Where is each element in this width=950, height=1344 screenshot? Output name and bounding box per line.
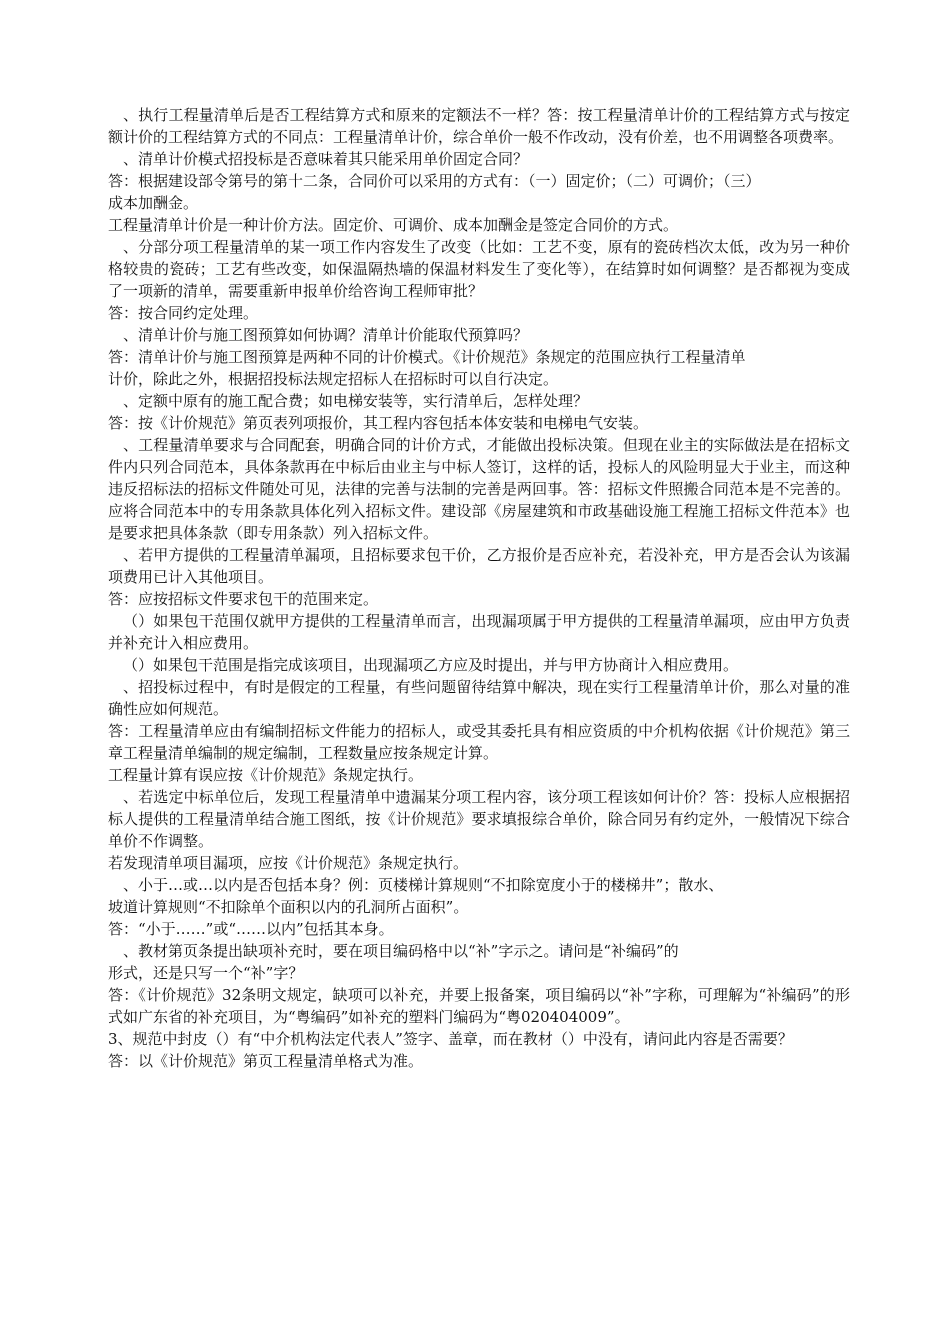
paragraph-a-cover-signature: 答：以《计价规范》第页工程量清单格式为准。 — [108, 1052, 424, 1070]
paragraph-a-contract-types: 答：根据建设部令第号的第十二条，合同价可以采用的方式有：（一）固定价；（二）可调价；（三） — [108, 172, 761, 190]
paragraph-a-supplement-code: 答：《计价规范》32条明文规定，缺项可以补充，并要上报备案，项目编码以“补”字称，可理解为“补编码”的形式如广东省的补充项目，为“粤编码”如补充的塑料门编码为“粤020404009”。 — [108, 986, 850, 1026]
paragraph-a-contract-agreement: 答：按合同约定处理。 — [108, 304, 259, 322]
paragraph-q-contract-matching: 、工程量清单要求与合同配套，明确合同的计价方式，才能做出投标决策。但现在业主的实际做法是在招标文件内只列合同范本，具体条款再在中标后由业主与中标人签订，这样的话，投标人的风险明显大于业主，而这种违反招标法的招标文件随处可见，法律的完善与法制的完善是两回事。答：招标文件照搬合同范本是不完善的。应将合同范本中的专用条款具体化列入招标文件。建设部《房屋建筑和市政基础设施工程施工招标文件范本》也是要求把具体条款（即专用条款）列入招标文件。 — [108, 436, 850, 542]
paragraph-q-missing-items: 、若甲方提供的工程量清单漏项，且招标要求包干价，乙方报价是否应补充，若没补充，甲方是否会认为该漏项费用已计入其他项目。 — [108, 546, 850, 586]
paragraph-q-elevator-fee: 、定额中原有的施工配合费；如电梯安装等，实行清单后，怎样处理？ — [123, 392, 589, 410]
paragraph-q-less-than-within-cont: 坡道计算规则“不扣除单个面积以内的孔洞所占面积”。 — [108, 898, 469, 916]
paragraph-a-lump-sum-scope: 答：应按招标文件要求包干的范围来定。 — [108, 590, 379, 608]
paragraph-a-budget-coordination-cont: 计价，除此之外，根据招投标法规定招标人在招标时可以自行决定。 — [108, 370, 559, 388]
paragraph-quantity-error-note: 工程量计算有误应按《计价规范》条规定执行。 — [108, 766, 424, 784]
paragraph-q-supplement-code: 、教材第页条提出缺项补充时，要在项目编码格中以“补”字示之。请问是“补编码”的 — [123, 942, 679, 960]
paragraph-q-less-than-within: 、小于…或…以内是否包括本身？例：页楼梯计算规则“不扣除宽度小于的楼梯井”；散水、 — [123, 876, 724, 894]
paragraph-omission-rule: 若发现清单项目漏项，应按《计价规范》条规定执行。 — [108, 854, 469, 872]
document-page — [108, 104, 850, 1072]
paragraph-q-settlement-method: 、执行工程量清单后是否工程结算方式和原来的定额法不一样？答：按工程量清单计价的工程结算方式与按定额计价的工程结算方式的不同点：工程量清单计价，综合单价一般不作改动，没有价差，也不用调整各项费率。 — [108, 106, 850, 146]
paragraph-a-lump-sum-case-2: （）如果包干范围是指完成该项目，出现漏项乙方应及时提出，并与甲方协商计入相应费用。 — [123, 656, 739, 674]
paragraph-q-budget-coordination: 、清单计价与施工图预算如何协调？清单计价能取代预算吗？ — [123, 326, 529, 344]
paragraph-q-omitted-work: 、若选定中标单位后，发现工程量清单中遗漏某分项工程内容，该分项工程该如何计价？答：投标人应根据招标人提供的工程量清单结合施工图纸，按《计价规范》要求填报综合单价，除合同另有约定外，一般情况下综合单价不作调整。 — [108, 788, 850, 850]
paragraph-a-less-than-within: 答：“小于……”或“……以内”包括其本身。 — [108, 920, 394, 938]
paragraph-q-supplement-code-cont: 形式，还是只写一个“补”字？ — [108, 964, 304, 982]
paragraph-q-assumed-quantities: 、招投标过程中，有时是假定的工程量，有些问题留待结算中解决，现在实行工程量清单计价，那么对量的准确性应如何规范。 — [108, 678, 850, 718]
paragraph-a-contract-types-cont: 成本加酬金。 — [108, 194, 199, 212]
paragraph-q-unit-price-contract: 、清单计价模式招投标是否意味着其只能采用单价固定合同？ — [123, 150, 529, 168]
paragraph-q-work-content-change: 、分部分项工程量清单的某一项工作内容发生了改变（比如：工艺不变，原有的瓷砖档次太低，改为另一种价格较贵的瓷砖；工艺有些改变，如保温隔热墙的保温材料发生了变化等），在结算时如何调整？是否都视为变成了一项新的清单，需要重新申报单价给咨询工程师审批？ — [108, 238, 850, 300]
paragraph-a-lump-sum-case-1: （）如果包干范围仅就甲方提供的工程量清单而言，出现漏项属于甲方提供的工程量清单漏项，应由甲方负责并补充计入相应费用。 — [108, 612, 850, 652]
paragraph-a-budget-coordination: 答：清单计价与施工图预算是两种不同的计价模式。《计价规范》条规定的范围应执行工程量清单 — [108, 348, 746, 366]
paragraph-a-bill-preparation: 答：工程量清单应由有编制招标文件能力的招标人，或受其委托具有相应资质的中介机构依据《计价规范》第三章工程量清单编制的规定编制，工程数量应按条规定计算。 — [108, 722, 850, 762]
paragraph-pricing-method-note: 工程量清单计价是一种计价方法。固定价、可调价、成本加酬金是签定合同价的方式。 — [108, 216, 679, 234]
paragraph-q-cover-signature: 3、规范中封皮（）有“中介机构法定代表人”签字、盖章，而在教材（）中没有，请问此内容是否需要？ — [108, 1030, 793, 1048]
paragraph-a-elevator-fee: 答：按《计价规范》第页表列项报价，其工程内容包括本体安装和电梯电气安装。 — [108, 414, 649, 432]
